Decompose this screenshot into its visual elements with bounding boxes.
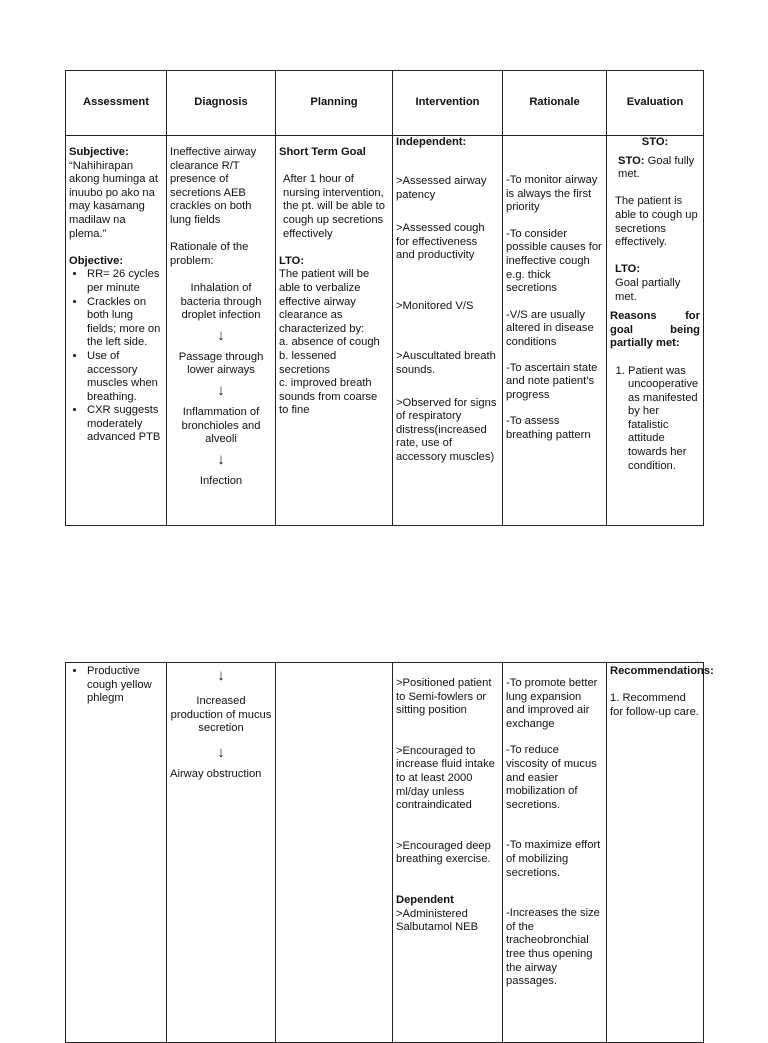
sto-result — [610, 155, 700, 182]
intervention-item: >Assessed airway patency — [396, 175, 487, 201]
rationale-item: -To assess breathing pattern — [506, 415, 591, 441]
recommendation-item: 1. Recommend for follow-up care. — [610, 692, 699, 718]
rationale-item: -V/S are usually altered in disease conditions — [506, 308, 594, 348]
reasons-label: Reasons for goal being partially met: — [610, 310, 700, 350]
lto-item: c. improved breath sounds from coarse to fine — [279, 377, 378, 417]
down-arrow-icon: ↓ — [217, 667, 225, 684]
sto-status: Goal fully met. — [618, 154, 695, 181]
recommendations-label: Recommendations: — [610, 665, 714, 677]
rationale-item: -Increases the size of the tracheobronchial tree thus opening the airway passages. — [506, 907, 600, 988]
rationale-item: -To ascertain state and note patient’s progress — [506, 361, 598, 401]
intervention-item: >Encouraged deep breathing exercise. — [396, 839, 491, 866]
lto-item: b. lessened secretions — [279, 349, 337, 376]
objective-item: • Productive cough yellow phlegm — [86, 665, 163, 706]
intervention-cell — [393, 136, 503, 526]
lto-label: LTO: — [279, 254, 305, 267]
flow-step: Inflammation of bronchioles and alveoli — [181, 405, 261, 446]
flow-step: Passage through lower airways — [178, 350, 264, 377]
lto-result-label: LTO: — [615, 263, 641, 276]
sto-goal-text: After 1 hour of nursing intervention, the pt. will be able to cough up secretions effectively — [283, 173, 385, 240]
down-arrow-icon: ↓ — [217, 326, 225, 344]
sto-result-label: STO: — [618, 154, 645, 167]
flow-step: Inhalation of bacteria through droplet infection — [180, 281, 262, 322]
objective-list-continued — [69, 665, 163, 706]
rationale-item: -To maximize effort of mobilizing secretions. — [506, 839, 601, 879]
assessment-cell — [66, 136, 167, 526]
flow-step: Infection — [199, 474, 243, 487]
reasons-list — [610, 365, 700, 474]
subjective-quote: “Nahihirapan akong huminga at inuubo po ako na may kasamang madilaw na plema.” — [69, 159, 158, 240]
sto-heading: STO: — [641, 136, 669, 148]
intervention-item: >Auscultated breath sounds. — [396, 350, 496, 376]
objective-item: • Crackles on both lung fields; more on the left side. — [86, 296, 163, 350]
independent-label: Independent: — [396, 136, 467, 148]
content-row — [66, 136, 704, 526]
intervention-item: >Administered Salbutamol NEB — [396, 907, 479, 934]
assessment-cell-continued — [66, 663, 167, 1043]
intervention-item: >Monitored V/S — [396, 299, 474, 312]
reason-item: 1. Patient was uncooperative as manifested by her fatalistic attitude towards her condition. — [628, 365, 700, 474]
down-arrow-icon: ↓ — [217, 450, 225, 468]
rationale-cell — [503, 136, 607, 526]
diagnosis-statement: Ineffective airway clearance R/T presence of secretions AEB crackles on both lung fields — [170, 146, 257, 226]
objective-item: • CXR suggests moderately advanced PTB — [86, 404, 163, 445]
intervention-item: >Encouraged to increase fluid intake to at least 2000 ml/day unless contraindicated — [396, 744, 495, 812]
evaluation-cell — [607, 136, 704, 526]
header-intervention: Intervention — [393, 71, 503, 136]
content-row-continued — [66, 663, 704, 1043]
diagnosis-cell-continued — [167, 663, 276, 1043]
care-plan-table-page-1 — [65, 70, 704, 526]
objective-label: Objective: — [69, 254, 124, 267]
objective-list — [69, 268, 163, 445]
rationale-item: -To promote better lung expansion and improved air exchange — [506, 677, 598, 730]
objective-item: • RR= 26 cycles per minute — [86, 268, 163, 295]
intervention-cell-continued — [393, 663, 503, 1043]
flow-step: Airway obstruction — [170, 767, 262, 780]
subjective-label: Subjective: — [69, 146, 129, 158]
header-row — [66, 71, 704, 136]
sto-text: The patient is able to cough up secretions effectively. — [615, 195, 698, 249]
rationale-item: -To consider possible causes for ineffective cough e.g. thick secretions — [506, 227, 602, 295]
header-assessment: Assessment — [66, 71, 167, 136]
down-arrow-icon: ↓ — [217, 743, 225, 761]
planning-cell-continued — [276, 663, 393, 1043]
intervention-item: >Observed for signs of respiratory distress(increased rate, use of accessory muscles) — [396, 396, 497, 463]
care-plan-table-page-2 — [65, 662, 714, 1043]
lto-status: Goal partially met. — [615, 276, 681, 303]
rationale-item: -To reduce viscosity of mucus and easier mobilization of secretions. — [506, 744, 597, 811]
rationale-item: -To monitor airway is always the first priority — [506, 174, 598, 214]
diagnosis-rationale-label: Rationale of the problem: — [170, 241, 249, 267]
dependent-label: Dependent — [396, 893, 454, 906]
planning-cell — [276, 136, 393, 526]
sto-goal-label: Short Term Goal — [279, 146, 366, 158]
lto-text: The patient will be able to verbalize effective airway clearance as characterized by: — [279, 268, 370, 335]
header-evaluation: Evaluation — [607, 71, 704, 136]
diagnosis-cell — [167, 136, 276, 526]
down-arrow-icon: ↓ — [217, 381, 225, 399]
rationale-cell-continued — [503, 663, 607, 1043]
evaluation-cell-continued — [607, 663, 714, 1043]
header-rationale: Rationale — [503, 71, 607, 136]
lto-item: a. absence of cough — [279, 336, 380, 349]
objective-item: • Use of accessory muscles when breathing. — [86, 350, 163, 404]
intervention-item: >Positioned patient to Semi-fowlers or sitting position — [396, 677, 492, 717]
flow-step: Increased production of mucus secretion — [170, 695, 272, 735]
header-diagnosis: Diagnosis — [167, 71, 276, 136]
header-planning: Planning — [276, 71, 393, 136]
intervention-item: >Assessed cough for effectiveness and productivity — [396, 221, 485, 262]
